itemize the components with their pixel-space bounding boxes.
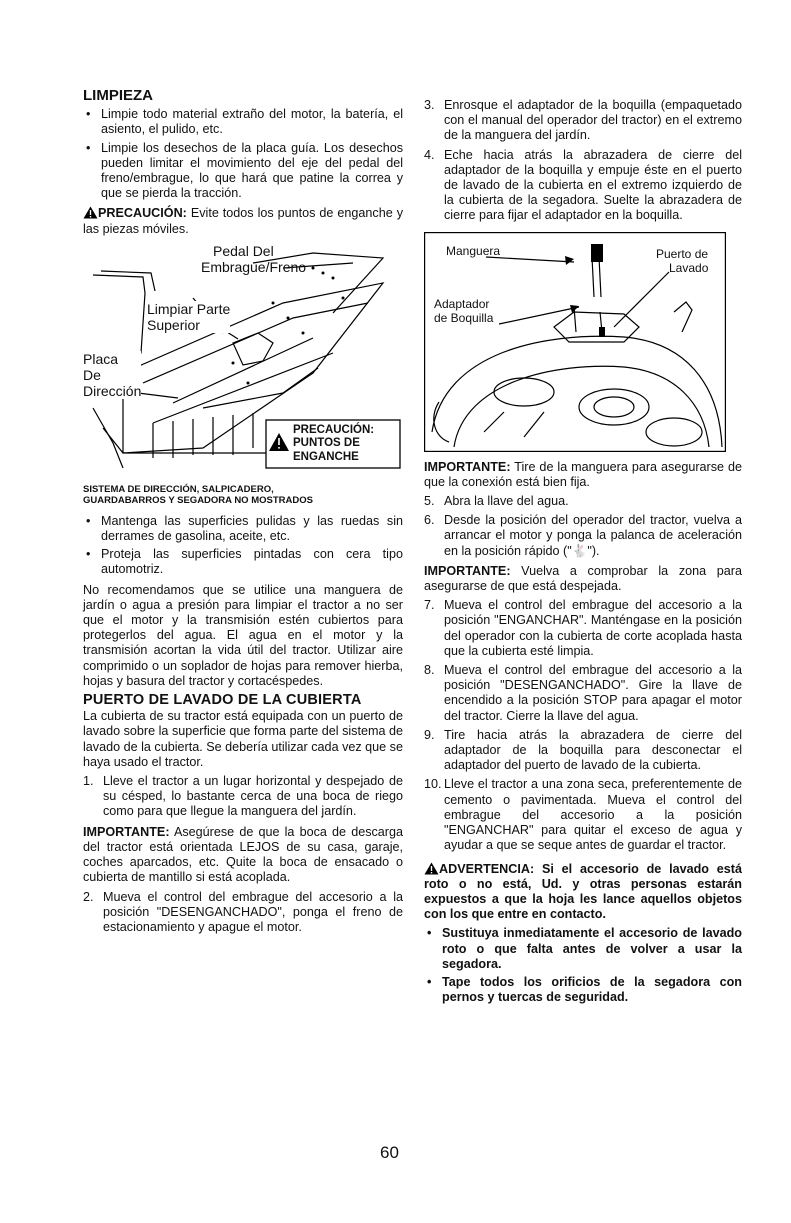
steps-right-3 xyxy=(424,598,742,853)
figure-steering-plate xyxy=(83,243,403,478)
figure-caption: SISTEMA DE DIRECCIÓN, SALPICADERO, GUARDABARROS Y SEGADORA NO MOSTRADOS xyxy=(83,483,313,506)
steps-right-2 xyxy=(424,494,742,559)
warning-triangle-icon xyxy=(83,206,98,219)
important-paragraph-1: IMPORTANTE: Asegúrese de que la boca de descarga del tractor está orientada LEJOS de su casa, garaje, coches aparcados, etc. Quite la boca de ensacado o cubierta de mantillo si está acoplada. xyxy=(83,824,403,885)
list-item: 6. Desde la posición del operador del tractor, vuelva a arrancar el motor y ponga la palanca de aceleración en la posición rápido ("🐇"). xyxy=(424,513,742,558)
left-column xyxy=(83,88,403,940)
steps-right-1 xyxy=(424,98,742,224)
warning-triangle-icon xyxy=(424,862,439,875)
list-item: • Sustituya inmediatamente el accesorio de lavado roto o que falta antes de volver a usar la segadora. xyxy=(424,926,742,972)
list-item: 10. Lleve el tractor a una zona seca, preferentemente de cemento o pavimentada. Mueva el control del embrague del accesorio a la posición "ENGANCHAR" para quitar el exceso de agua y ayudar a que se seque antes de guardar el tractor. xyxy=(424,777,742,853)
list-item: • Limpie todo material extraño del motor, la batería, el asiento, el pulido, etc. xyxy=(83,107,403,137)
caution-text: Evite todos los puntos de enganche y las piezas móviles. xyxy=(83,206,403,236)
warning-bullets xyxy=(424,926,742,1005)
label-limpiar: Limpiar Parte Superior xyxy=(147,300,231,333)
list-item: 2. Mueva el control del embrague del accesorio a la posición "DESENGANCHADO", ponga el freno de estacionamiento y apague el motor. xyxy=(83,889,403,934)
list-item: • Mantenga las superficies pulidas y las ruedas sin derrames de gasolina, aceite, etc. xyxy=(83,514,403,544)
page-number: 60 xyxy=(380,1143,399,1162)
important-paragraph-3: IMPORTANTE: Vuelva a comprobar la zona para asegurarse de que está despejada. xyxy=(424,563,742,594)
important-paragraph-2: IMPORTANTE: Tire de la manguera para asegurarse de que la conexión está bien fija. xyxy=(424,459,742,489)
list-item: • Limpie los desechos de la placa guía. Los desechos pueden limitar el movimiento del eje del pedal del freno/embrague, lo que hará que patine la correa y que se pierda la tracción. xyxy=(83,141,403,202)
list-item: 1. Lleve el tractor a un lugar horizontal y despejado de su césped, lo bastante cerca de una boca de riego como para que llegue la manguera del jardín. xyxy=(83,774,403,819)
steps-left-2 xyxy=(83,890,403,936)
list-item: 7. Mueva el control del embrague del accesorio a la posición "ENGANCHAR". Manténgase en la posición del operador con la cubierta de corte acoplada hasta que la cubierta esté limpia. xyxy=(424,598,742,658)
label-puerto: Puerto de Lavado xyxy=(656,246,709,275)
section-title-puerto: PUERTO DE LAVADO DE LA CUBIERTA xyxy=(83,692,362,709)
section-title-limpieza: LIMPIEZA xyxy=(83,87,153,104)
list-item: 4. Eche hacia atrás la abrazadera de cierre del adaptador de la boquilla y empuje éste en el puerto de lavado de la cubierta en el extremo izquierdo de la cubierta de la segadora. Suelte la abrazadera de cierre para fijar el adaptador en la boquilla. xyxy=(424,147,742,223)
caution-box-text: PRECAUCIÓN: PUNTOS DE ENGANCHE xyxy=(293,423,375,463)
washport-paragraph: La cubierta de su tractor está equipada con un puerto de lavado sobre la superficie que forma parte del sistema de lavado de la cubierta. Se debería utilizar cada vez que se haya usado el tractor. xyxy=(83,709,403,769)
list-item: 5. Abra la llave del agua. xyxy=(424,494,569,509)
list-item: • Proteja las superficies pintadas con cera tipo automotriz. xyxy=(83,547,403,577)
cleaning-bullets xyxy=(83,107,403,201)
label-pedal: Pedal Del Embrague/Freno xyxy=(201,242,307,275)
caution-label: PRECAUCIÓN: xyxy=(98,206,187,221)
list-item: 3. Enrosque el adaptador de la boquilla (empaquetado con el manual del operador del tractor) en el extremo de la manguera del jardín. xyxy=(424,98,742,143)
figure-wash-port xyxy=(424,232,726,452)
right-column xyxy=(424,98,742,1010)
label-manguera: Manguera xyxy=(446,243,501,258)
label-adaptador: Adaptador de Boquilla xyxy=(434,296,494,325)
list-item: 8. Mueva el control del embrague del accesorio a la posición "DESENGANCHADO". Gire la llave de encendido a la posición STOP para apagar el motor del tractor. Cierre la llave del agua. xyxy=(424,663,742,723)
warning-paragraph: ADVERTENCIA: Si el accesorio de lavado está roto o no está, Ud. y otras personas estarán expuestos a que la hoja les lance aquellos objetos con los que entre en contacto. xyxy=(424,861,742,922)
label-placa: Placa De Dirección xyxy=(83,350,142,399)
list-item: 9. Tire hacia atrás la abrazadera de cierre del adaptador de la boquilla para desconectar el adaptador del puerto de lavado de la cubierta. xyxy=(424,727,742,773)
surface-bullets xyxy=(83,514,403,578)
caution-paragraph xyxy=(83,206,403,236)
steps-left xyxy=(83,774,403,820)
list-item: • Tape todos los orificios de la segadora con pernos y tuercas de seguridad. xyxy=(424,975,742,1005)
hose-paragraph: No recomendamos que se utilice una manguera de jardín o agua a presión para limpiar el tractor a no ser que el motor y la transmisión estén cubiertos para protegerlos del agua. El agua en el motor y la transmisión acortan la vida útil del tractor. Utilizar aire comprimido o un soplador de hojas para remover hierba, hojas y basura del tractor y cortacéspedes. xyxy=(83,582,403,688)
